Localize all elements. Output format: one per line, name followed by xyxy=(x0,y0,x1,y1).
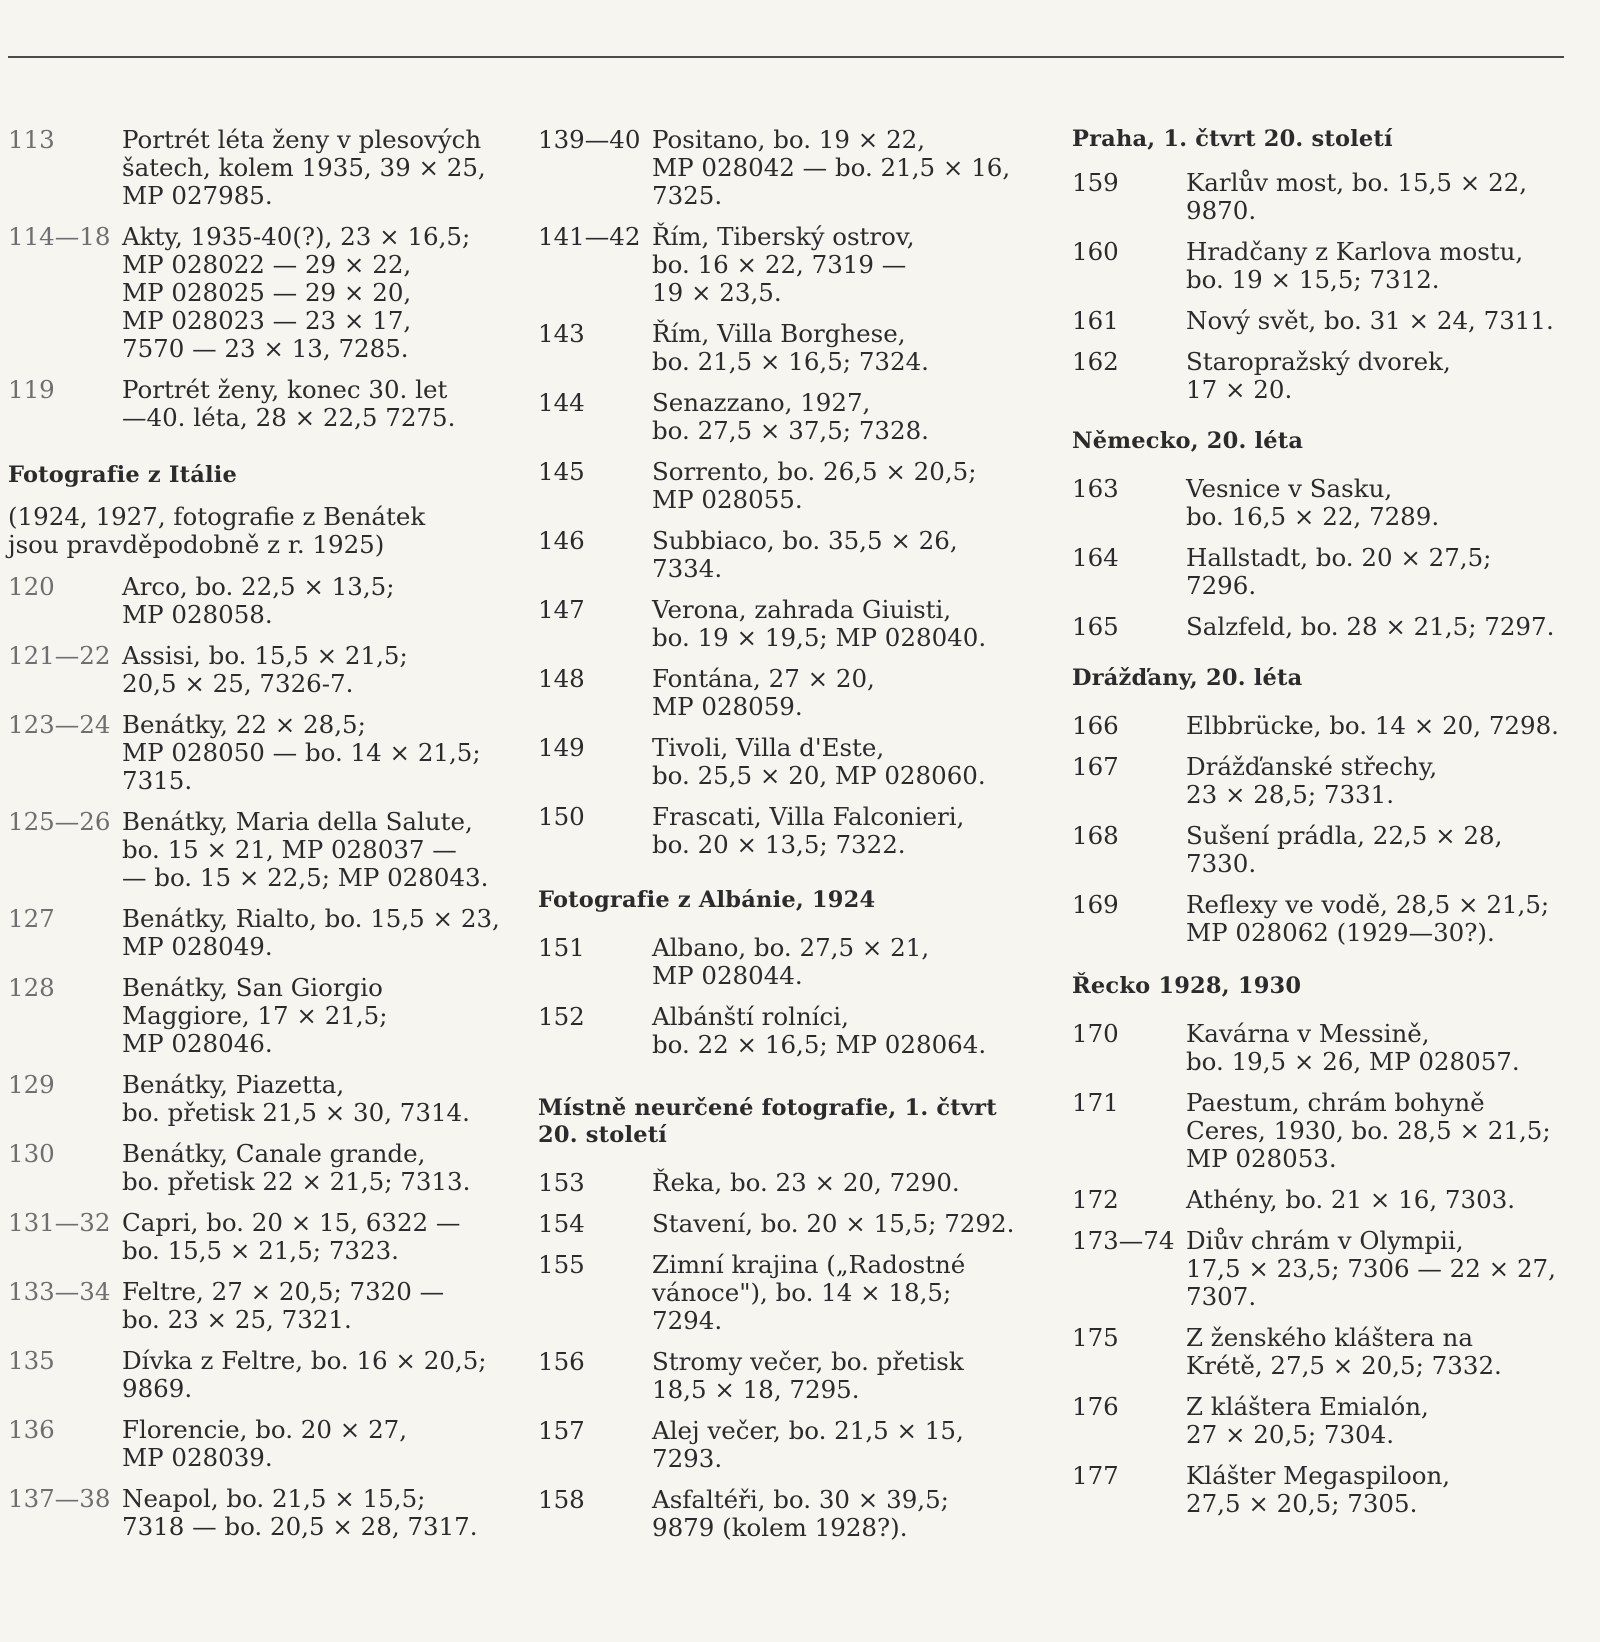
entry-description: Tivoli, Villa d'Este, bo. 25,5 × 20, MP 028060. xyxy=(652,733,986,790)
entry-description: Asfaltéři, bo. 30 × 39,5; 9879 (kolem 1928?). xyxy=(652,1485,949,1542)
catalogue-entry xyxy=(1072,1089,1572,1173)
entry-list xyxy=(1072,1020,1572,1518)
catalogue-entry xyxy=(8,223,508,363)
entry-description: Staropražský dvorek, 17 × 20. xyxy=(1186,347,1451,404)
catalogue-entry xyxy=(538,126,1028,210)
top-rule xyxy=(8,56,1564,58)
catalogue-entry xyxy=(1072,613,1572,641)
catalogue-entry xyxy=(1072,348,1572,404)
entry-number: 161 xyxy=(1072,306,1119,335)
entry-number: 141—42 xyxy=(538,222,641,251)
entry-description: Portrét ženy, konec 30. let —40. léta, 28 × 22,5 7275. xyxy=(122,375,456,432)
entry-description: Hradčany z Karlova mostu, bo. 19 × 15,5; 7312. xyxy=(1186,237,1524,294)
catalogue-entry xyxy=(538,527,1028,583)
catalogue-entry xyxy=(1072,891,1572,947)
entry-description: Řím, Villa Borghese, bo. 21,5 × 16,5; 7324. xyxy=(652,319,929,376)
catalogue-entry xyxy=(1072,1324,1572,1380)
column-left xyxy=(8,126,508,1554)
entry-number: 158 xyxy=(538,1485,585,1514)
entry-number: 137—38 xyxy=(8,1484,111,1513)
entry-description: Athény, bo. 21 × 16, 7303. xyxy=(1186,1185,1516,1214)
catalogue-entry xyxy=(8,1278,508,1334)
entry-number: 177 xyxy=(1072,1461,1119,1490)
catalogue-entry xyxy=(1072,712,1572,740)
entry-description: Klášter Megaspiloon, 27,5 × 20,5; 7305. xyxy=(1186,1461,1451,1518)
entry-description: Nový svět, bo. 31 × 24, 7311. xyxy=(1186,306,1554,335)
entry-number: 157 xyxy=(538,1416,585,1445)
entry-number: 114—18 xyxy=(8,222,111,251)
section-note-italy: (1924, 1927, fotografie z Benátek jsou pravděpodobně z r. 1925) xyxy=(8,502,426,559)
entry-number: 162 xyxy=(1072,347,1119,376)
entry-description: Akty, 1935-40(?), 23 × 16,5; MP 028022 — 29 × 22, MP 028025 — 29 × 20, MP 028023 — 23 × 17, 7570 — 23 × 13, 7285. xyxy=(122,222,471,363)
column-middle xyxy=(538,126,1028,1555)
entry-description: Karlův most, bo. 15,5 × 22, 9870. xyxy=(1186,168,1528,225)
catalogue-entry xyxy=(8,1140,508,1196)
entry-number: 171 xyxy=(1072,1088,1119,1117)
entry-description: Alej večer, bo. 21,5 × 15, 7293. xyxy=(652,1416,964,1473)
entry-list xyxy=(1072,475,1572,641)
catalogue-entry xyxy=(538,1003,1028,1059)
entry-list xyxy=(538,126,1028,859)
entry-description: Vesnice v Sasku, bo. 16,5 × 22, 7289. xyxy=(1186,474,1440,531)
entry-number: 123—24 xyxy=(8,710,111,739)
entry-number: 127 xyxy=(8,904,55,933)
catalogue-entry xyxy=(8,1209,508,1265)
entry-number: 156 xyxy=(538,1347,585,1376)
entry-number: 164 xyxy=(1072,543,1119,572)
entry-description: Drážďanské střechy, 23 × 28,5; 7331. xyxy=(1186,752,1438,809)
catalogue-entry xyxy=(538,1251,1028,1335)
entry-number: 121—22 xyxy=(8,641,111,670)
entry-description: Positano, bo. 19 × 22, MP 028042 — bo. 21,5 × 16, 7325. xyxy=(652,125,1011,210)
entry-number: 120 xyxy=(8,572,55,601)
catalogue-entry xyxy=(1072,1462,1572,1518)
section-heading-praha: Praha, 1. čtvrt 20. století xyxy=(1072,126,1393,152)
catalogue-entry xyxy=(8,642,508,698)
entry-description: Subbiaco, bo. 35,5 × 26, 7334. xyxy=(652,526,958,583)
entry-number: 143 xyxy=(538,319,585,348)
catalogue-entry xyxy=(8,974,508,1058)
entry-number: 172 xyxy=(1072,1185,1119,1214)
catalogue-entry xyxy=(538,934,1028,990)
entry-number: 136 xyxy=(8,1415,55,1444)
entry-description: Albánští rolníci, bo. 22 × 16,5; MP 028064. xyxy=(652,1002,987,1059)
catalogue-entry xyxy=(538,1169,1028,1197)
entry-description: Portrét léta ženy v plesových šatech, kolem 1935, 39 × 25, MP 027985. xyxy=(122,125,486,210)
entry-description: Capri, bo. 20 × 15, 6322 — bo. 15,5 × 21,5; 7323. xyxy=(122,1208,461,1265)
entry-description: Fontána, 27 × 20, MP 028059. xyxy=(652,664,875,721)
entry-description: Sušení prádla, 22,5 × 28, 7330. xyxy=(1186,821,1503,878)
catalogue-entry xyxy=(538,389,1028,445)
entry-description: Benátky, Rialto, bo. 15,5 × 23, MP 028049. xyxy=(122,904,500,961)
catalogue-entry xyxy=(538,734,1028,790)
catalogue-entry xyxy=(1072,1393,1572,1449)
entry-description: Benátky, 22 × 28,5; MP 028050 — bo. 14 × 21,5; 7315. xyxy=(122,710,481,795)
entry-description: Diův chrám v Olympii, 17,5 × 23,5; 7306 — 22 × 27, 7307. xyxy=(1186,1226,1556,1311)
catalogue-entry xyxy=(538,1486,1028,1542)
catalogue-entry xyxy=(8,808,508,892)
section-heading-albania: Fotografie z Albánie, 1924 xyxy=(538,887,876,913)
entry-number: 170 xyxy=(1072,1019,1119,1048)
entry-number: 150 xyxy=(538,802,585,831)
entry-description: Z kláštera Emialón, 27 × 20,5; 7304. xyxy=(1186,1392,1429,1449)
catalogue-entry xyxy=(1072,1227,1572,1311)
entry-number: 153 xyxy=(538,1168,585,1197)
catalogue-entry xyxy=(538,458,1028,514)
entry-list xyxy=(1072,712,1572,947)
catalogue-entry xyxy=(1072,753,1572,809)
catalogue-entry xyxy=(8,1416,508,1472)
entry-number: 173—74 xyxy=(1072,1226,1175,1255)
entry-number: 175 xyxy=(1072,1323,1119,1352)
entry-description: Arco, bo. 22,5 × 13,5; MP 028058. xyxy=(122,572,395,629)
catalogue-entry xyxy=(538,320,1028,376)
entry-number: 168 xyxy=(1072,821,1119,850)
entry-description: Neapol, bo. 21,5 × 15,5; 7318 — bo. 20,5 × 28, 7317. xyxy=(122,1484,478,1541)
entry-description: Kavárna v Messině, bo. 19,5 × 26, MP 028057. xyxy=(1186,1019,1520,1076)
entry-list xyxy=(8,573,508,1541)
entry-description: Hallstadt, bo. 20 × 27,5; 7296. xyxy=(1186,543,1492,600)
catalogue-entry xyxy=(1072,544,1572,600)
column-right xyxy=(1072,126,1572,1531)
entry-description: Stavení, bo. 20 × 15,5; 7292. xyxy=(652,1209,1015,1238)
entry-number: 159 xyxy=(1072,168,1119,197)
entry-description: Benátky, Canale grande, bo. přetisk 22 × 21,5; 7313. xyxy=(122,1139,471,1196)
entry-description: Reflexy ve vodě, 28,5 × 21,5; MP 028062 (1929—30?). xyxy=(1186,890,1550,947)
catalogue-entry xyxy=(8,376,508,432)
catalogue-entry xyxy=(538,803,1028,859)
entry-list xyxy=(538,1169,1028,1542)
catalogue-entry xyxy=(1072,822,1572,878)
entry-description: Paestum, chrám bohyně Ceres, 1930, bo. 28,5 × 21,5; MP 028053. xyxy=(1186,1088,1551,1173)
catalogue-entry xyxy=(8,1347,508,1403)
catalogue-entry xyxy=(1072,1186,1572,1214)
entry-number: 119 xyxy=(8,375,55,404)
entry-description: Assisi, bo. 15,5 × 21,5; 20,5 × 25, 7326-7. xyxy=(122,641,408,698)
section-heading-italy: Fotografie z Itálie xyxy=(8,462,238,488)
entry-number: 149 xyxy=(538,733,585,762)
catalogue-entry xyxy=(1072,1020,1572,1076)
entry-number: 166 xyxy=(1072,711,1119,740)
entry-number: 160 xyxy=(1072,237,1119,266)
section-heading-unknown: Místně neurčené fotografie, 1. čtvrt 20. století xyxy=(538,1095,997,1148)
entry-number: 155 xyxy=(538,1250,585,1279)
entry-number: 128 xyxy=(8,973,55,1002)
catalogue-entry xyxy=(1072,238,1572,294)
entry-description: Frascati, Villa Falconieri, bo. 20 × 13,5; 7322. xyxy=(652,802,965,859)
entry-number: 152 xyxy=(538,1002,585,1031)
entry-description: Benátky, Maria della Salute, bo. 15 × 21, MP 028037 — — bo. 15 × 22,5; MP 028043. xyxy=(122,807,489,892)
entry-number: 135 xyxy=(8,1346,55,1375)
entry-number: 154 xyxy=(538,1209,585,1238)
catalogue-entry xyxy=(8,1071,508,1127)
entry-description: Albano, bo. 27,5 × 21, MP 028044. xyxy=(652,933,930,990)
entry-description: Benátky, San Giorgio Maggiore, 17 × 21,5; MP 028046. xyxy=(122,973,388,1058)
entry-number: 176 xyxy=(1072,1392,1119,1421)
entry-number: 147 xyxy=(538,595,585,624)
entry-description: Elbbrücke, bo. 14 × 20, 7298. xyxy=(1186,711,1559,740)
section-heading-drazdany: Drážďany, 20. léta xyxy=(1072,665,1303,691)
entry-number: 144 xyxy=(538,388,585,417)
entry-number: 139—40 xyxy=(538,125,641,154)
entry-number: 167 xyxy=(1072,752,1119,781)
catalogue-entry xyxy=(1072,169,1572,225)
entry-description: Dívka z Feltre, bo. 16 × 20,5; 9869. xyxy=(122,1346,487,1403)
entry-description: Benátky, Piazetta, bo. přetisk 21,5 × 30, 7314. xyxy=(122,1070,470,1127)
entry-number: 146 xyxy=(538,526,585,555)
entry-number: 113 xyxy=(8,125,55,154)
catalogue-entry xyxy=(1072,475,1572,531)
entry-description: Zimní krajina („Radostné vánoce"), bo. 14 × 18,5; 7294. xyxy=(652,1250,966,1335)
entry-number: 133—34 xyxy=(8,1277,111,1306)
entry-number: 169 xyxy=(1072,890,1119,919)
entry-description: Řeka, bo. 23 × 20, 7290. xyxy=(652,1168,960,1197)
catalogue-entry xyxy=(8,126,508,210)
entry-number: 129 xyxy=(8,1070,55,1099)
entry-description: Řím, Tiberský ostrov, bo. 16 × 22, 7319 — 19 × 23,5. xyxy=(652,222,915,307)
catalogue-entry xyxy=(538,665,1028,721)
section-heading-nemecko: Německo, 20. léta xyxy=(1072,428,1304,454)
catalogue-entry xyxy=(538,223,1028,307)
entry-description: Z ženského kláštera na Krétě, 27,5 × 20,5; 7332. xyxy=(1186,1323,1502,1380)
entry-number: 130 xyxy=(8,1139,55,1168)
entry-number: 163 xyxy=(1072,474,1119,503)
entry-description: Sorrento, bo. 26,5 × 20,5; MP 028055. xyxy=(652,457,977,514)
entry-number: 165 xyxy=(1072,612,1119,641)
catalogue-entry xyxy=(538,1348,1028,1404)
entry-description: Stromy večer, bo. přetisk 18,5 × 18, 7295. xyxy=(652,1347,964,1404)
entry-description: Florencie, bo. 20 × 27, MP 028039. xyxy=(122,1415,408,1472)
catalogue-entry xyxy=(8,905,508,961)
entry-number: 131—32 xyxy=(8,1208,111,1237)
entry-description: Senazzano, 1927, bo. 27,5 × 37,5; 7328. xyxy=(652,388,929,445)
entry-description: Verona, zahrada Giuisti, bo. 19 × 19,5; MP 028040. xyxy=(652,595,987,652)
entry-list xyxy=(1072,169,1572,404)
catalogue-entry xyxy=(538,596,1028,652)
entry-number: 148 xyxy=(538,664,585,693)
entry-description: Feltre, 27 × 20,5; 7320 — bo. 23 × 25, 7321. xyxy=(122,1277,445,1334)
entry-number: 151 xyxy=(538,933,585,962)
catalogue-entry xyxy=(8,1485,508,1541)
catalogue-entry xyxy=(8,711,508,795)
catalogue-entry xyxy=(538,1210,1028,1238)
catalogue-entry xyxy=(1072,307,1572,335)
catalogue-entry xyxy=(538,1417,1028,1473)
entry-number: 125—26 xyxy=(8,807,111,836)
section-heading-recko: Řecko 1928, 1930 xyxy=(1072,973,1302,999)
entry-list xyxy=(538,934,1028,1059)
catalogue-entry xyxy=(8,573,508,629)
entry-number: 145 xyxy=(538,457,585,486)
entry-list xyxy=(8,126,508,432)
entry-description: Salzfeld, bo. 28 × 21,5; 7297. xyxy=(1186,612,1555,641)
